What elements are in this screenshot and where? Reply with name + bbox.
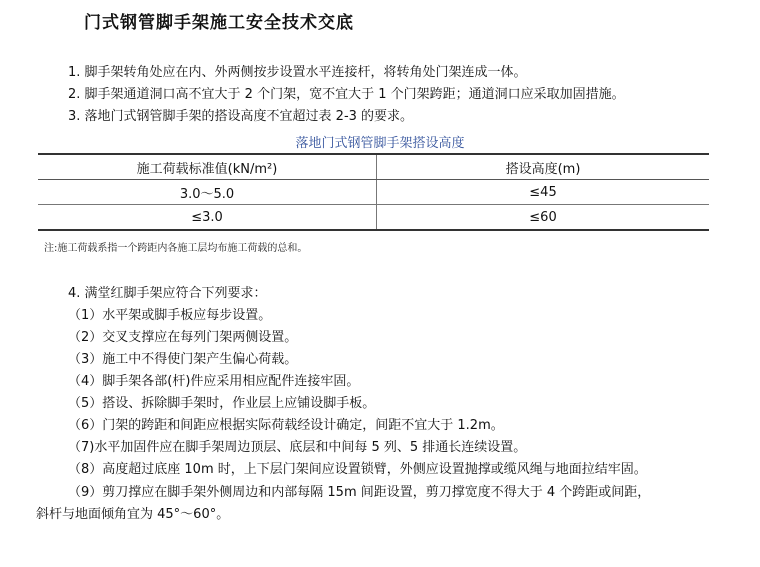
load-height-table: [38, 153, 709, 231]
section4-item: （5）搭设、拆除脚手架时，作业层上应铺设脚手板。: [68, 396, 376, 411]
section4-item: （6）门架的跨距和间距应根据实际荷载经设计确定，间距不宜大于 1.2m。: [68, 418, 504, 433]
table-cell-height: ≤60: [377, 205, 710, 231]
section4-heading: 4. 满堂红脚手架应符合下列要求：: [68, 286, 267, 301]
table-caption: 落地门式钢管脚手架搭设高度: [295, 136, 465, 151]
table-header-height: 搭设高度(m): [377, 154, 710, 180]
intro-item-3: 3. 落地门式钢管脚手架的搭设高度不宜超过表 2-3 的要求。: [68, 109, 414, 124]
table-cell-load: ≤3.0: [38, 205, 377, 231]
section4-item: （9）剪刀撑应在脚手架外侧周边和内部每隔 15m 间距设置，剪刀撑宽度不得大于 4 个跨距或间距，: [68, 485, 651, 500]
table-cell-height: ≤45: [377, 180, 710, 205]
table-cell-load: 3.0～5.0: [38, 180, 377, 205]
section4-item: （1）水平架或脚手板应每步设置。: [68, 308, 272, 323]
section4-item: （8）高度超过底座 10m 时，上下层门架间应设置锁臂，外侧应设置抛撑或缆风绳与地面拉结牢固。: [68, 462, 647, 477]
section4-item: （4）脚手架各部(杆)件应采用相应配件连接牢固。: [68, 374, 360, 389]
section4-item: （2）交叉支撑应在每列门架两侧设置。: [68, 330, 298, 345]
intro-item-1: 1. 脚手架转角处应在内、外两侧按步设置水平连接杆，将转角处门架连成一体。: [68, 65, 527, 80]
table-note: 注:施工荷载系指一个跨距内各施工层均布施工荷载的总和。: [44, 243, 308, 254]
section4-item: （7)水平加固件应在脚手架周边顶层、底层和中间每 5 列、5 排通长连续设置。: [68, 440, 527, 455]
table-row: [38, 205, 709, 231]
table-header-load: 施工荷载标准值(kN/m²): [38, 154, 377, 180]
document-title: 门式钢管脚手架施工安全技术交底: [84, 13, 354, 33]
section4-item-continuation: 斜杆与地面倾角宜为 45°～60°。: [36, 507, 230, 522]
intro-item-2: 2. 脚手架通道洞口高不宜大于 2 个门架，宽不宜大于 1 个门架跨距；通道洞口应采取加固措施。: [68, 87, 625, 102]
table-row: [38, 180, 709, 205]
section4-item: （3）施工中不得使门架产生偏心荷载。: [68, 352, 298, 367]
table-header-row: [38, 154, 709, 180]
